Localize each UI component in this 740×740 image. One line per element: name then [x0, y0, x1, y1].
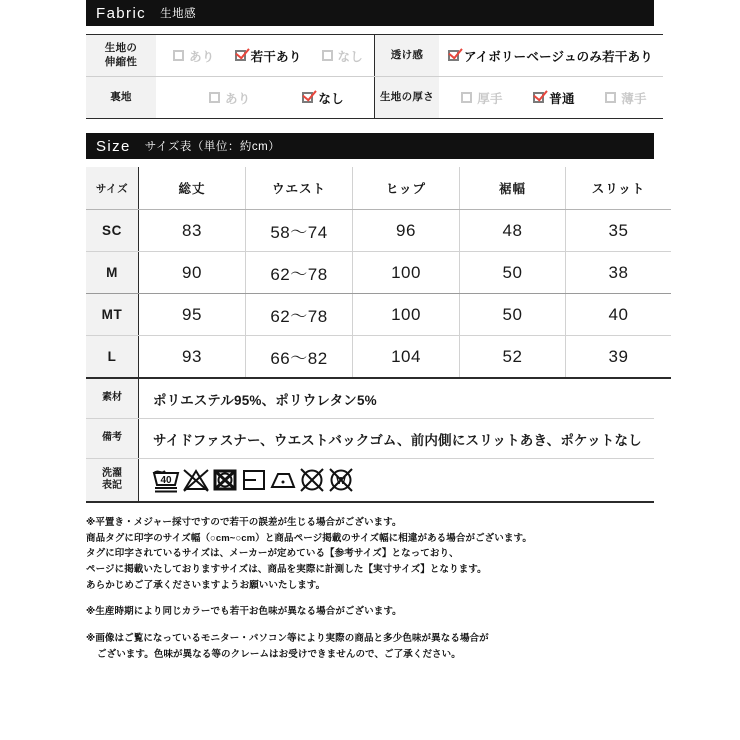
checkbox-unchecked-icon[interactable]: [461, 92, 472, 103]
size-header-jp: サイズ表（単位：約cm）: [144, 141, 281, 153]
size-cell-hem: 50: [460, 294, 566, 336]
info-value-remarks: サイドファスナー、ウエストバックゴム、前内側にスリットあき、ポケットなし: [139, 419, 655, 459]
tumble-dry-box-crossed-icon: [211, 466, 239, 494]
info-row-care: [86, 459, 654, 503]
checkbox-unchecked-icon[interactable]: [322, 50, 333, 61]
info-row-remarks: [86, 419, 654, 459]
table-row: [86, 336, 671, 379]
dry-clean-circle-crossed-icon: [298, 466, 326, 494]
checkbox-checked-icon[interactable]: [235, 50, 246, 61]
note-line: ページに掲載いたしておりますサイズは、商品を実際に計測した【実寸サイズ】となります。: [86, 564, 487, 576]
fabric-option-label: アイボリーベージュのみ若干あり: [464, 49, 653, 64]
table-row: [86, 210, 671, 252]
size-cell-hem: 48: [460, 210, 566, 252]
fabric-label-thickness: 生地の厚さ: [375, 77, 440, 119]
note-line: ※平置き・メジャー採寸ですので若干の誤差が生じる場合がございます。: [86, 517, 402, 528]
care-symbols-cell: [139, 459, 655, 503]
info-label-material: 素材: [86, 379, 139, 419]
fabric-option-label: 厚手: [477, 91, 503, 106]
fabric-section-header: [86, 0, 654, 26]
fabric-options-stretch: [156, 35, 375, 77]
wet-clean-w-crossed-icon: [327, 466, 355, 494]
size-cell-length: 90: [139, 252, 246, 294]
fabric-header-en: Fabric: [96, 4, 147, 22]
size-cell-hem: 50: [460, 252, 566, 294]
fabric-option-thickness-usude[interactable]: [605, 89, 646, 107]
fabric-header-jp: 生地感: [160, 8, 197, 20]
info-label-remarks: 備考: [86, 419, 139, 459]
fabric-option-thickness-futsuu[interactable]: [533, 89, 574, 107]
fabric-label-lining: 裏地: [86, 77, 156, 119]
fabric-option-label: 若干あり: [250, 49, 302, 64]
size-cell-slit: 39: [566, 336, 672, 379]
info-value-material: ポリエステル95%、ポリウレタン5%: [139, 379, 655, 419]
checkbox-checked-icon[interactable]: [533, 92, 544, 103]
checkbox-checked-icon[interactable]: [448, 50, 459, 61]
bleach-triangle-crossed-icon: [182, 466, 210, 494]
fabric-option-label: あり: [225, 91, 251, 106]
size-cell-waist: 58〜74: [246, 210, 353, 252]
note-line: あらかじめご了承くださいますようお願いいたします。: [86, 579, 326, 591]
checkbox-unchecked-icon[interactable]: [173, 50, 184, 61]
size-cell-hip: 104: [353, 336, 460, 379]
fabric-label-sheer: 透け感: [375, 35, 440, 77]
size-cell-length: 95: [139, 294, 246, 336]
size-header-en: Size: [96, 137, 131, 155]
size-cell-waist: 62〜78: [246, 252, 353, 294]
checkbox-checked-icon[interactable]: [302, 92, 313, 103]
fabric-option-stretch-nashi[interactable]: [322, 47, 363, 65]
product-info-table: [86, 379, 654, 503]
fabric-row-stretch: [86, 35, 663, 77]
size-col-header-hip: ヒップ: [353, 167, 460, 210]
size-col-header-hem: 裾幅: [460, 167, 566, 210]
svg-text:W: W: [336, 476, 346, 487]
size-cell-name: SC: [86, 210, 139, 252]
size-col-header-waist: ウエスト: [246, 167, 353, 210]
size-cell-name: MT: [86, 294, 139, 336]
size-cell-hip: 96: [353, 210, 460, 252]
fabric-option-stretch-ari[interactable]: [173, 47, 214, 65]
fabric-label-stretch: [86, 35, 156, 77]
table-row: [86, 294, 671, 336]
size-cell-slit: 35: [566, 210, 672, 252]
size-cell-waist: 66〜82: [246, 336, 353, 379]
note-line: ※画像はご覧になっているモニター・パソコン等により実際の商品と多少色味が異なる場合が: [86, 633, 489, 645]
fabric-options-lining: [156, 77, 375, 119]
size-table: [86, 167, 671, 379]
iron-one-dot-icon: [269, 466, 297, 494]
size-section: [86, 133, 654, 662]
size-cell-waist: 62〜78: [246, 294, 353, 336]
drip-dry-box-icon: [240, 466, 268, 494]
size-section-header: [86, 133, 654, 159]
table-row: [86, 252, 671, 294]
size-cell-length: 83: [139, 210, 246, 252]
note-line: ございます。色味が異なる等のクレームはお受けできませんので、ご了承ください。: [97, 648, 461, 660]
care-label-l1: 洗濯: [102, 467, 122, 479]
wash-tub-40-icon: [151, 466, 181, 494]
fabric-label-stretch-l1: 生地の: [104, 41, 138, 54]
care-label-l2: 表記: [102, 480, 122, 491]
size-cell-hem: 52: [460, 336, 566, 379]
size-col-header-size: サイズ: [86, 167, 139, 210]
spec-container: [86, 0, 654, 662]
fabric-row-lining: [86, 77, 663, 119]
note-line: タグに印字されているサイズは、メーカーが定めている【参考サイズ】となっており、: [86, 548, 459, 560]
fabric-table: [86, 34, 663, 119]
fabric-option-label: 薄手: [621, 91, 647, 106]
size-cell-slit: 40: [566, 294, 672, 336]
fabric-option-thickness-atsude[interactable]: [461, 89, 502, 107]
fabric-option-label: なし: [337, 49, 363, 64]
checkbox-unchecked-icon[interactable]: [605, 92, 616, 103]
checkbox-unchecked-icon[interactable]: [209, 92, 220, 103]
size-cell-hip: 100: [353, 294, 460, 336]
notes-block: [86, 515, 654, 662]
fabric-option-sheer-ivory[interactable]: [448, 47, 653, 65]
size-cell-name: M: [86, 252, 139, 294]
fabric-label-stretch-l2: 伸縮性: [104, 55, 138, 68]
info-label-care: [86, 459, 139, 503]
fabric-option-stretch-jakkan[interactable]: [235, 47, 302, 65]
size-col-header-length: 総丈: [139, 167, 246, 210]
fabric-options-thickness: [439, 77, 663, 119]
size-col-header-slit: スリット: [566, 167, 672, 210]
size-cell-name: L: [86, 336, 139, 379]
size-table-header-row: [86, 167, 671, 210]
svg-text:40: 40: [160, 475, 172, 486]
fabric-options-sheer: [439, 35, 663, 77]
size-cell-slit: 38: [566, 252, 672, 294]
fabric-option-label: あり: [189, 49, 215, 64]
fabric-option-label: なし: [318, 91, 344, 106]
fabric-option-lining-ari[interactable]: [209, 89, 250, 107]
note-color-variation: ※生産時期により同じカラーでも若干お色味が異なる場合がございます。: [86, 606, 402, 618]
size-cell-length: 93: [139, 336, 246, 379]
info-row-material: [86, 379, 654, 419]
note-line: 商品タグに印字のサイズ幅（○cm~○cm）と商品ページ掲載のサイズ幅に相違がある場合がございます。: [86, 532, 532, 544]
size-cell-hip: 100: [353, 252, 460, 294]
fabric-option-lining-nashi[interactable]: [302, 89, 343, 107]
fabric-option-label: 普通: [549, 91, 575, 106]
